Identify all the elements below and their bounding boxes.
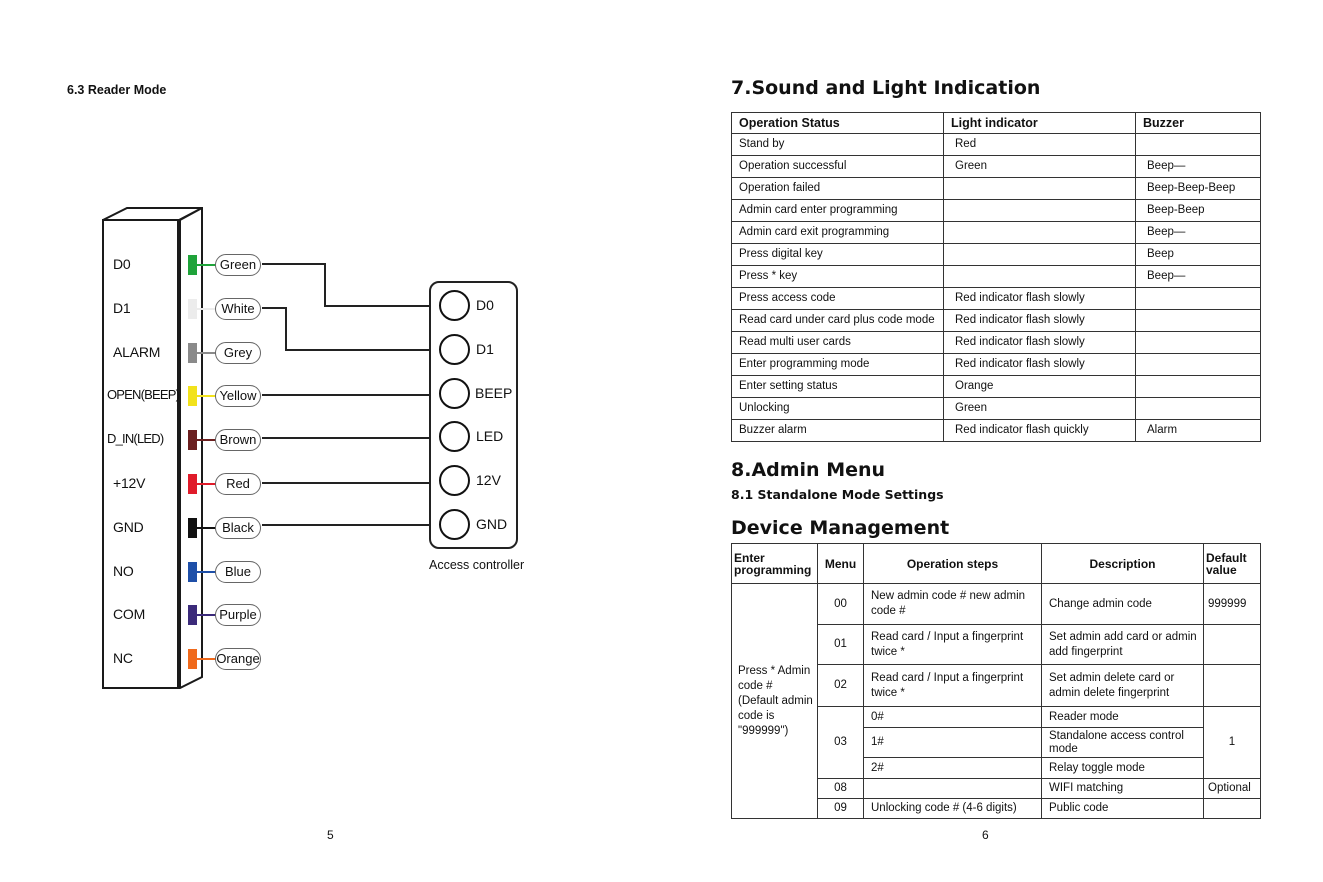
terminal-circle [439,378,470,409]
buzzer-cell [1136,398,1261,420]
terminal-label: LED [476,428,504,444]
reader-pin-label: GND [113,519,144,535]
operation-status-cell: Read multi user cards [732,332,944,354]
steps-cell: 0# [864,707,1042,728]
description-cell: WIFI matching [1042,779,1204,799]
header-buzzer: Buzzer [1136,113,1261,134]
operation-status-cell: Buzzer alarm [732,420,944,442]
table-row [732,310,1261,332]
operation-status-cell: Stand by [732,134,944,156]
default-cell [1204,665,1261,707]
enter-programming-cell: Press * Admin code # (Default admin code is "999999") [732,584,818,819]
reader-pin-label: D1 [113,300,131,316]
device-management-table [731,543,1261,819]
wire-lead [196,352,216,354]
buzzer-cell [1136,354,1261,376]
light-indicator-cell: Green [944,398,1136,420]
default-cell: 999999 [1204,584,1261,625]
table-row [732,420,1261,442]
page-number: 5 [327,828,334,842]
reader-pin-label: NO [113,563,134,579]
right-page [661,0,1323,882]
terminal-label: GND [476,516,508,532]
menu-cell: 00 [818,584,864,625]
light-indicator-cell: Red [944,134,1136,156]
table-row [732,288,1261,310]
page-number: 6 [982,828,989,842]
wire-white-v [285,307,287,350]
header-enter-programming: Enter programming [732,544,818,584]
table-row [732,156,1261,178]
steps-cell: Read card / Input a fingerprint twice * [864,665,1042,707]
light-indicator-cell [944,244,1136,266]
sound-light-table [731,112,1261,442]
wire-color-label: Brown [215,429,261,451]
table-row [732,266,1261,288]
buzzer-cell: Beep-Beep-Beep [1136,178,1261,200]
wire-lead [196,308,216,310]
operation-status-cell: Read card under card plus code mode [732,310,944,332]
reader-pin-label: ALARM [113,344,161,360]
steps-cell: Read card / Input a fingerprint twice * [864,625,1042,665]
operation-status-cell: Press digital key [732,244,944,266]
sound-light-heading: 7.Sound and Light Indication [731,77,1041,99]
light-indicator-cell: Green [944,156,1136,178]
wire-color-label: Green [215,254,261,276]
operation-status-cell: Unlocking [732,398,944,420]
wire-lead [196,439,216,441]
controller-caption: Access controller [429,558,525,572]
description-cell: Change admin code [1042,584,1204,625]
buzzer-cell: Beep [1136,244,1261,266]
wire-color-label: Grey [215,342,261,364]
default-cell: 1 [1204,707,1261,779]
light-indicator-cell [944,222,1136,244]
header-description: Description [1042,544,1204,584]
wire-white-h1 [262,307,286,309]
wire-black [262,524,439,526]
description-cell: Reader mode [1042,707,1204,728]
steps-cell: New admin code # new admin code # [864,584,1042,625]
wire-yellow [262,394,439,396]
wire-lead [196,527,216,529]
admin-menu-heading: 8.Admin Menu [731,459,886,481]
buzzer-cell [1136,288,1261,310]
table-row [732,332,1261,354]
menu-cell: 01 [818,625,864,665]
table-row [732,178,1261,200]
terminal-circle [439,509,470,540]
buzzer-cell [1136,332,1261,354]
steps-cell: Unlocking code # (4-6 digits) [864,799,1042,819]
wire-green-v [324,263,326,306]
table-header-row [732,544,1261,584]
wire-lead [196,658,216,660]
buzzer-cell: Alarm [1136,420,1261,442]
light-indicator-cell: Red indicator flash slowly [944,332,1136,354]
menu-cell: 09 [818,799,864,819]
default-cell: Optional [1204,779,1261,799]
section-title: 6.3 Reader Mode [67,83,167,97]
description-cell: Set admin delete card or admin delete fingerprint [1042,665,1204,707]
steps-cell: 1# [864,728,1042,758]
header-light-indicator: Light indicator [944,113,1136,134]
device-management-heading: Device Management [731,517,950,539]
wire-color-label: White [215,298,261,320]
description-cell: Public code [1042,799,1204,819]
light-indicator-cell [944,266,1136,288]
wire-lead [196,571,216,573]
wire-white-h2 [285,349,439,351]
table-header-row [732,113,1261,134]
buzzer-cell: Beep-Beep [1136,200,1261,222]
description-cell: Standalone access control mode [1042,728,1204,758]
buzzer-cell [1136,134,1261,156]
wire-brown [262,437,439,439]
default-cell [1204,799,1261,819]
steps-cell [864,779,1042,799]
light-indicator-cell: Red indicator flash slowly [944,310,1136,332]
standalone-mode-subheading: 8.1 Standalone Mode Settings [731,487,944,502]
table-row [732,200,1261,222]
table-row [732,398,1261,420]
operation-status-cell: Enter programming mode [732,354,944,376]
wire-lead [196,483,216,485]
header-operation-steps: Operation steps [864,544,1042,584]
terminal-circle [439,421,470,452]
terminal-circle [439,334,470,365]
terminal-circle [439,465,470,496]
wire-red [262,482,439,484]
buzzer-cell: Beep— [1136,156,1261,178]
menu-cell: 08 [818,779,864,799]
wire-color-label: Purple [215,604,261,626]
light-indicator-cell [944,200,1136,222]
reader-pin-label: D0 [113,256,131,272]
menu-cell: 02 [818,665,864,707]
terminal-label: 12V [476,472,501,488]
wire-color-label: Orange [215,648,261,670]
table-row [732,134,1261,156]
buzzer-cell [1136,376,1261,398]
operation-status-cell: Press * key [732,266,944,288]
operation-status-cell: Admin card exit programming [732,222,944,244]
wire-color-label: Yellow [215,385,261,407]
steps-cell: 2# [864,758,1042,779]
light-indicator-cell [944,178,1136,200]
wire-green-h2 [324,305,439,307]
light-indicator-cell: Red indicator flash quickly [944,420,1136,442]
default-cell [1204,625,1261,665]
table-row [732,244,1261,266]
wire-lead [196,395,216,397]
light-indicator-cell: Orange [944,376,1136,398]
buzzer-cell [1136,310,1261,332]
table-row [732,354,1261,376]
buzzer-cell: Beep— [1136,222,1261,244]
operation-status-cell: Press access code [732,288,944,310]
header-operation-status: Operation Status [732,113,944,134]
terminal-label: D0 [476,297,494,313]
reader-pin-label: OPEN(BEEP) [107,387,180,402]
reader-pin-label: +12V [113,475,146,491]
access-controller [429,281,518,549]
table-row [732,376,1261,398]
wire-lead [196,264,216,266]
operation-status-cell: Operation successful [732,156,944,178]
terminal-label: BEEP [475,385,513,401]
reader-pin-label: D_IN(LED) [107,431,164,446]
reader-pin-label: NC [113,650,133,666]
terminal-label: D1 [476,341,494,357]
header-menu: Menu [818,544,864,584]
description-cell: Set admin add card or admin add fingerprint [1042,625,1204,665]
header-default-value: Default value [1204,544,1261,584]
left-page [0,0,661,882]
operation-status-cell: Enter setting status [732,376,944,398]
wire-color-label: Blue [215,561,261,583]
table-row [732,222,1261,244]
light-indicator-cell: Red indicator flash slowly [944,288,1136,310]
reader-pin-label: COM [113,606,146,622]
table-row [732,584,1261,625]
operation-status-cell: Admin card enter programming [732,200,944,222]
buzzer-cell: Beep— [1136,266,1261,288]
operation-status-cell: Operation failed [732,178,944,200]
menu-cell: 03 [818,707,864,779]
description-cell: Relay toggle mode [1042,758,1204,779]
light-indicator-cell: Red indicator flash slowly [944,354,1136,376]
wire-green-h1 [262,263,325,265]
wire-color-label: Black [215,517,261,539]
terminal-circle [439,290,470,321]
wire-color-label: Red [215,473,261,495]
wire-lead [196,614,216,616]
